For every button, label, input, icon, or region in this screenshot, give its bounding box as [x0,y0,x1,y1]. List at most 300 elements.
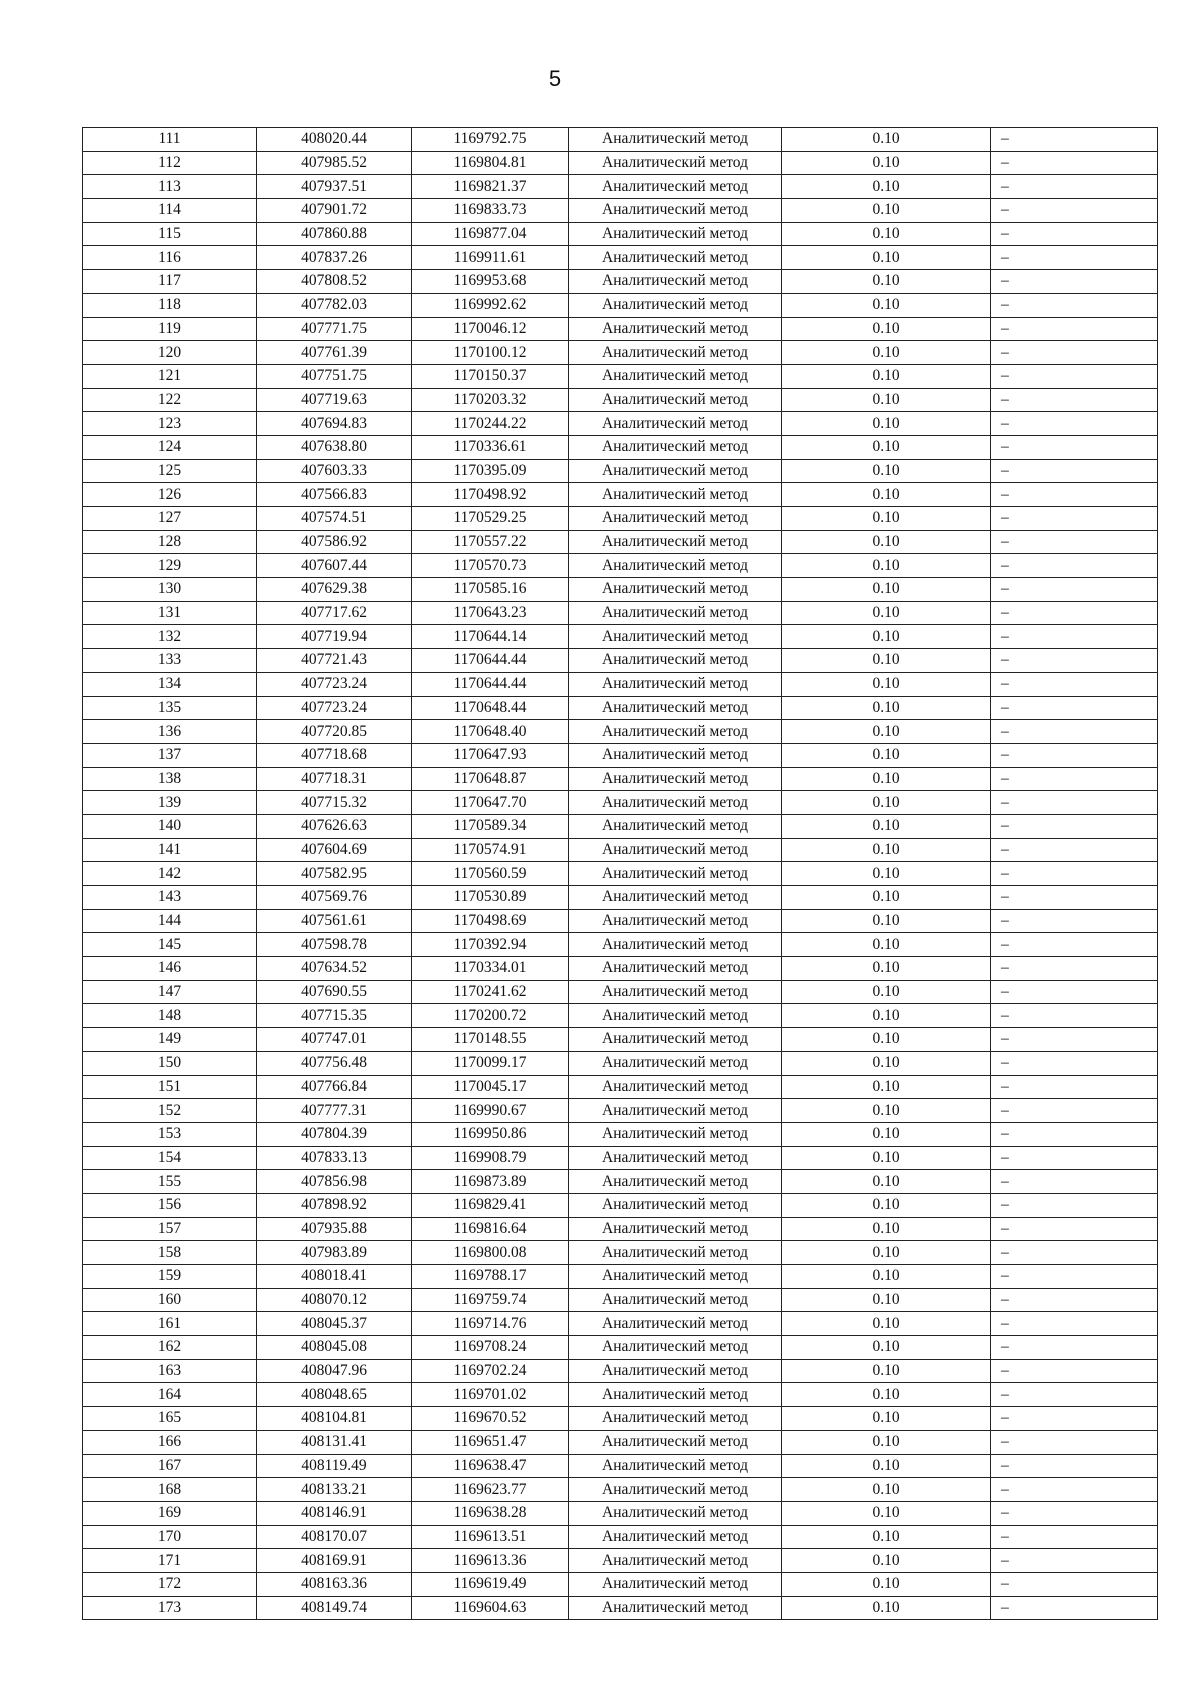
y-coordinate-cell: 1170244.22 [412,412,569,436]
method-cell: Аналитический метод [569,1122,782,1146]
accuracy-cell: 0.10 [782,435,991,459]
table-row [83,767,1158,791]
x-coordinate-cell: 408163.36 [257,1572,412,1596]
method-cell: Аналитический метод [569,1241,782,1265]
x-coordinate-cell: 408169.91 [257,1549,412,1573]
description-cell: – [991,1028,1158,1052]
x-coordinate-cell: 407898.92 [257,1193,412,1217]
accuracy-cell: 0.10 [782,1288,991,1312]
table-row [83,128,1158,152]
description-cell: – [991,1217,1158,1241]
point-number-cell: 119 [83,317,257,341]
x-coordinate-cell: 407782.03 [257,293,412,317]
y-coordinate-cell: 1169623.77 [412,1478,569,1502]
table-row [83,909,1158,933]
method-cell: Аналитический метод [569,767,782,791]
table-row [83,1383,1158,1407]
method-cell: Аналитический метод [569,128,782,152]
x-coordinate-cell: 407985.52 [257,151,412,175]
point-number-cell: 173 [83,1596,257,1620]
method-cell: Аналитический метод [569,317,782,341]
method-cell: Аналитический метод [569,459,782,483]
point-number-cell: 128 [83,530,257,554]
point-number-cell: 165 [83,1407,257,1431]
point-number-cell: 142 [83,862,257,886]
x-coordinate-cell: 407598.78 [257,933,412,957]
table-row [83,246,1158,270]
accuracy-cell: 0.10 [782,364,991,388]
point-number-cell: 166 [83,1430,257,1454]
method-cell: Аналитический метод [569,1075,782,1099]
x-coordinate-cell: 407634.52 [257,957,412,981]
table-row [83,483,1158,507]
x-coordinate-cell: 408070.12 [257,1288,412,1312]
accuracy-cell: 0.10 [782,625,991,649]
x-coordinate-cell: 408018.41 [257,1265,412,1289]
accuracy-cell: 0.10 [782,1004,991,1028]
x-coordinate-cell: 407638.80 [257,435,412,459]
accuracy-cell: 0.10 [782,720,991,744]
x-coordinate-cell: 408045.08 [257,1336,412,1360]
description-cell: – [991,435,1158,459]
table-row [83,933,1158,957]
point-number-cell: 118 [83,293,257,317]
y-coordinate-cell: 1169829.41 [412,1193,569,1217]
y-coordinate-cell: 1169833.73 [412,199,569,223]
accuracy-cell: 0.10 [782,578,991,602]
x-coordinate-cell: 407690.55 [257,980,412,1004]
method-cell: Аналитический метод [569,1454,782,1478]
point-number-cell: 133 [83,649,257,673]
table-row [83,886,1158,910]
table-row [83,1359,1158,1383]
accuracy-cell: 0.10 [782,554,991,578]
table-row [83,980,1158,1004]
point-number-cell: 129 [83,554,257,578]
accuracy-cell: 0.10 [782,957,991,981]
accuracy-cell: 0.10 [782,270,991,294]
y-coordinate-cell: 1169604.63 [412,1596,569,1620]
method-cell: Аналитический метод [569,1549,782,1573]
y-coordinate-cell: 1170589.34 [412,814,569,838]
accuracy-cell: 0.10 [782,838,991,862]
table-row [83,1478,1158,1502]
x-coordinate-cell: 407694.83 [257,412,412,436]
x-coordinate-cell: 407721.43 [257,649,412,673]
point-number-cell: 130 [83,578,257,602]
description-cell: – [991,1454,1158,1478]
method-cell: Аналитический метод [569,1265,782,1289]
x-coordinate-cell: 408149.74 [257,1596,412,1620]
point-number-cell: 169 [83,1501,257,1525]
point-number-cell: 159 [83,1265,257,1289]
description-cell: – [991,175,1158,199]
description-cell: – [991,1288,1158,1312]
y-coordinate-cell: 1169702.24 [412,1359,569,1383]
description-cell: – [991,980,1158,1004]
y-coordinate-cell: 1170570.73 [412,554,569,578]
method-cell: Аналитический метод [569,933,782,957]
accuracy-cell: 0.10 [782,672,991,696]
description-cell: – [991,530,1158,554]
x-coordinate-cell: 407582.95 [257,862,412,886]
accuracy-cell: 0.10 [782,1051,991,1075]
point-number-cell: 137 [83,743,257,767]
y-coordinate-cell: 1170648.40 [412,720,569,744]
method-cell: Аналитический метод [569,246,782,270]
table-row [83,1407,1158,1431]
point-number-cell: 161 [83,1312,257,1336]
description-cell: – [991,838,1158,862]
y-coordinate-cell: 1169911.61 [412,246,569,270]
method-cell: Аналитический метод [569,507,782,531]
x-coordinate-cell: 408133.21 [257,1478,412,1502]
y-coordinate-cell: 1170046.12 [412,317,569,341]
description-cell: – [991,507,1158,531]
method-cell: Аналитический метод [569,1288,782,1312]
x-coordinate-cell: 407777.31 [257,1099,412,1123]
description-cell: – [991,1596,1158,1620]
method-cell: Аналитический метод [569,1051,782,1075]
description-cell: – [991,957,1158,981]
x-coordinate-cell: 407723.24 [257,672,412,696]
y-coordinate-cell: 1169908.79 [412,1146,569,1170]
point-number-cell: 167 [83,1454,257,1478]
y-coordinate-cell: 1170529.25 [412,507,569,531]
description-cell: – [991,1383,1158,1407]
description-cell: – [991,1075,1158,1099]
x-coordinate-cell: 407603.33 [257,459,412,483]
x-coordinate-cell: 408020.44 [257,128,412,152]
y-coordinate-cell: 1169950.86 [412,1122,569,1146]
x-coordinate-cell: 407561.61 [257,909,412,933]
table-row [83,1430,1158,1454]
table-row [83,175,1158,199]
x-coordinate-cell: 407771.75 [257,317,412,341]
accuracy-cell: 0.10 [782,791,991,815]
table-row [83,957,1158,981]
y-coordinate-cell: 1169701.02 [412,1383,569,1407]
description-cell: – [991,364,1158,388]
point-number-cell: 149 [83,1028,257,1052]
method-cell: Аналитический метод [569,649,782,673]
method-cell: Аналитический метод [569,412,782,436]
table-row [83,364,1158,388]
x-coordinate-cell: 407935.88 [257,1217,412,1241]
description-cell: – [991,862,1158,886]
y-coordinate-cell: 1170644.44 [412,649,569,673]
table-row [83,1454,1158,1478]
method-cell: Аналитический метод [569,1596,782,1620]
x-coordinate-cell: 407717.62 [257,601,412,625]
method-cell: Аналитический метод [569,1478,782,1502]
table-row [83,270,1158,294]
point-number-cell: 154 [83,1146,257,1170]
method-cell: Аналитический метод [569,1099,782,1123]
coordinates-table-body [83,128,1158,1620]
accuracy-cell: 0.10 [782,1383,991,1407]
accuracy-cell: 0.10 [782,317,991,341]
description-cell: – [991,933,1158,957]
table-row [83,578,1158,602]
accuracy-cell: 0.10 [782,1312,991,1336]
y-coordinate-cell: 1170644.14 [412,625,569,649]
point-number-cell: 115 [83,222,257,246]
x-coordinate-cell: 407569.76 [257,886,412,910]
method-cell: Аналитический метод [569,1572,782,1596]
point-number-cell: 111 [83,128,257,152]
accuracy-cell: 0.10 [782,1146,991,1170]
accuracy-cell: 0.10 [782,1265,991,1289]
description-cell: – [991,578,1158,602]
description-cell: – [991,1572,1158,1596]
description-cell: – [991,1478,1158,1502]
method-cell: Аналитический метод [569,1407,782,1431]
description-cell: – [991,649,1158,673]
x-coordinate-cell: 407761.39 [257,341,412,365]
x-coordinate-cell: 407808.52 [257,270,412,294]
y-coordinate-cell: 1169816.64 [412,1217,569,1241]
y-coordinate-cell: 1170241.62 [412,980,569,1004]
accuracy-cell: 0.10 [782,483,991,507]
accuracy-cell: 0.10 [782,293,991,317]
y-coordinate-cell: 1169873.89 [412,1170,569,1194]
description-cell: – [991,1146,1158,1170]
description-cell: – [991,720,1158,744]
table-row [83,1217,1158,1241]
y-coordinate-cell: 1170648.44 [412,696,569,720]
y-coordinate-cell: 1170585.16 [412,578,569,602]
table-row [83,530,1158,554]
description-cell: – [991,672,1158,696]
point-number-cell: 122 [83,388,257,412]
method-cell: Аналитический метод [569,435,782,459]
accuracy-cell: 0.10 [782,412,991,436]
table-row [83,554,1158,578]
method-cell: Аналитический метод [569,625,782,649]
y-coordinate-cell: 1169788.17 [412,1265,569,1289]
method-cell: Аналитический метод [569,1146,782,1170]
table-row [83,1265,1158,1289]
x-coordinate-cell: 407718.68 [257,743,412,767]
method-cell: Аналитический метод [569,1383,782,1407]
description-cell: – [991,625,1158,649]
x-coordinate-cell: 407607.44 [257,554,412,578]
table-row [83,435,1158,459]
description-cell: – [991,317,1158,341]
accuracy-cell: 0.10 [782,459,991,483]
method-cell: Аналитический метод [569,814,782,838]
description-cell: – [991,1407,1158,1431]
method-cell: Аналитический метод [569,980,782,1004]
y-coordinate-cell: 1170203.32 [412,388,569,412]
description-cell: – [991,1430,1158,1454]
accuracy-cell: 0.10 [782,1193,991,1217]
y-coordinate-cell: 1169992.62 [412,293,569,317]
accuracy-cell: 0.10 [782,1525,991,1549]
table-row [83,293,1158,317]
x-coordinate-cell: 407604.69 [257,838,412,862]
table-row [83,720,1158,744]
table-row [83,412,1158,436]
description-cell: – [991,246,1158,270]
method-cell: Аналитический метод [569,222,782,246]
accuracy-cell: 0.10 [782,601,991,625]
accuracy-cell: 0.10 [782,814,991,838]
table-row [83,1099,1158,1123]
description-cell: – [991,1265,1158,1289]
point-number-cell: 125 [83,459,257,483]
method-cell: Аналитический метод [569,388,782,412]
table-row [83,1075,1158,1099]
table-row [83,1525,1158,1549]
y-coordinate-cell: 1170148.55 [412,1028,569,1052]
point-number-cell: 157 [83,1217,257,1241]
accuracy-cell: 0.10 [782,1549,991,1573]
y-coordinate-cell: 1169708.24 [412,1336,569,1360]
x-coordinate-cell: 408119.49 [257,1454,412,1478]
point-number-cell: 132 [83,625,257,649]
point-number-cell: 144 [83,909,257,933]
point-number-cell: 155 [83,1170,257,1194]
y-coordinate-cell: 1169990.67 [412,1099,569,1123]
method-cell: Аналитический метод [569,957,782,981]
method-cell: Аналитический метод [569,720,782,744]
description-cell: – [991,341,1158,365]
description-cell: – [991,293,1158,317]
method-cell: Аналитический метод [569,1525,782,1549]
table-row [83,1028,1158,1052]
x-coordinate-cell: 407626.63 [257,814,412,838]
accuracy-cell: 0.10 [782,341,991,365]
description-cell: – [991,791,1158,815]
table-row [83,1312,1158,1336]
description-cell: – [991,483,1158,507]
description-cell: – [991,199,1158,223]
point-number-cell: 164 [83,1383,257,1407]
accuracy-cell: 0.10 [782,151,991,175]
x-coordinate-cell: 407719.94 [257,625,412,649]
point-number-cell: 120 [83,341,257,365]
table-row [83,862,1158,886]
point-number-cell: 171 [83,1549,257,1573]
description-cell: – [991,1241,1158,1265]
description-cell: – [991,1099,1158,1123]
description-cell: – [991,909,1158,933]
description-cell: – [991,128,1158,152]
y-coordinate-cell: 1169714.76 [412,1312,569,1336]
y-coordinate-cell: 1169953.68 [412,270,569,294]
method-cell: Аналитический метод [569,554,782,578]
method-cell: Аналитический метод [569,1336,782,1360]
y-coordinate-cell: 1169638.47 [412,1454,569,1478]
point-number-cell: 141 [83,838,257,862]
table-row [83,672,1158,696]
accuracy-cell: 0.10 [782,980,991,1004]
description-cell: – [991,222,1158,246]
accuracy-cell: 0.10 [782,1596,991,1620]
method-cell: Аналитический метод [569,862,782,886]
point-number-cell: 124 [83,435,257,459]
y-coordinate-cell: 1169792.75 [412,128,569,152]
y-coordinate-cell: 1170644.44 [412,672,569,696]
table-row [83,1051,1158,1075]
accuracy-cell: 0.10 [782,1217,991,1241]
method-cell: Аналитический метод [569,1217,782,1241]
point-number-cell: 160 [83,1288,257,1312]
accuracy-cell: 0.10 [782,1478,991,1502]
x-coordinate-cell: 407837.26 [257,246,412,270]
point-number-cell: 114 [83,199,257,223]
method-cell: Аналитический метод [569,364,782,388]
point-number-cell: 170 [83,1525,257,1549]
accuracy-cell: 0.10 [782,1336,991,1360]
y-coordinate-cell: 1170100.12 [412,341,569,365]
description-cell: – [991,814,1158,838]
method-cell: Аналитический метод [569,838,782,862]
point-number-cell: 127 [83,507,257,531]
point-number-cell: 158 [83,1241,257,1265]
point-number-cell: 139 [83,791,257,815]
y-coordinate-cell: 1170498.69 [412,909,569,933]
description-cell: – [991,1193,1158,1217]
y-coordinate-cell: 1170336.61 [412,435,569,459]
method-cell: Аналитический метод [569,743,782,767]
point-number-cell: 148 [83,1004,257,1028]
description-cell: – [991,1051,1158,1075]
method-cell: Аналитический метод [569,1028,782,1052]
accuracy-cell: 0.10 [782,1407,991,1431]
table-row [83,1122,1158,1146]
table-row [83,1336,1158,1360]
description-cell: – [991,151,1158,175]
table-row [83,507,1158,531]
table-row [83,222,1158,246]
point-number-cell: 162 [83,1336,257,1360]
y-coordinate-cell: 1169613.36 [412,1549,569,1573]
y-coordinate-cell: 1169613.51 [412,1525,569,1549]
table-row [83,1288,1158,1312]
method-cell: Аналитический метод [569,1359,782,1383]
y-coordinate-cell: 1170647.70 [412,791,569,815]
method-cell: Аналитический метод [569,1004,782,1028]
accuracy-cell: 0.10 [782,862,991,886]
x-coordinate-cell: 408146.91 [257,1501,412,1525]
accuracy-cell: 0.10 [782,246,991,270]
table-row [83,601,1158,625]
point-number-cell: 121 [83,364,257,388]
x-coordinate-cell: 407715.35 [257,1004,412,1028]
table-row [83,649,1158,673]
table-row [83,1501,1158,1525]
point-number-cell: 152 [83,1099,257,1123]
accuracy-cell: 0.10 [782,696,991,720]
y-coordinate-cell: 1170045.17 [412,1075,569,1099]
table-row [83,696,1158,720]
accuracy-cell: 0.10 [782,175,991,199]
point-number-cell: 143 [83,886,257,910]
point-number-cell: 150 [83,1051,257,1075]
x-coordinate-cell: 407715.32 [257,791,412,815]
method-cell: Аналитический метод [569,601,782,625]
point-number-cell: 112 [83,151,257,175]
x-coordinate-cell: 408047.96 [257,1359,412,1383]
y-coordinate-cell: 1170200.72 [412,1004,569,1028]
point-number-cell: 113 [83,175,257,199]
accuracy-cell: 0.10 [782,507,991,531]
x-coordinate-cell: 407901.72 [257,199,412,223]
y-coordinate-cell: 1170392.94 [412,933,569,957]
